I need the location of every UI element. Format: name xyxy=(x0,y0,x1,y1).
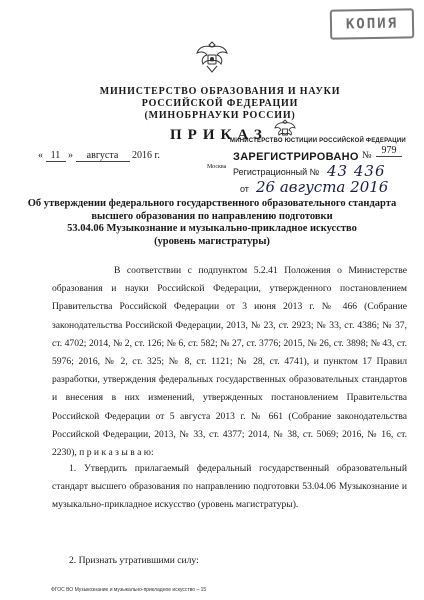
ministry-name-line1: МИНИСТЕРСТВО ОБРАЗОВАНИЯ И НАУКИ xyxy=(99,86,341,97)
date-quote-close: » xyxy=(68,150,73,161)
order-date xyxy=(38,150,160,162)
body-paragraph-2: 1. Утвердить прилагаемый федеральный государственный образовательный стандарт высшего образования по направлению подготовки 53.04.06 Музыкознание и музыкально-прикладное искусство (уровень магистратуры). xyxy=(52,463,407,511)
stamp-reg-label: Регистрационный № xyxy=(233,167,320,177)
date-month: августа xyxy=(76,150,130,162)
order-title xyxy=(20,198,404,248)
stamp-ministry-name: МИНИСТЕРСТВО ЮСТИЦИИ РОССИЙСКОЙ ФЕДЕРАЦИИ xyxy=(230,138,406,144)
stamp-date-value: 26 августа 2016 xyxy=(256,178,389,196)
stamp-status: ЗАРЕГИСТРИРОВАНО xyxy=(233,151,359,163)
stamp-emblem-icon xyxy=(274,118,296,140)
order-city: Москва xyxy=(207,164,227,170)
title-line2: высшего образования по направлению подготовки xyxy=(91,210,333,222)
stamp-reg-number: 43 436 xyxy=(327,162,386,180)
order-number-label: № xyxy=(362,150,372,161)
title-line4: (уровень магистратуры) xyxy=(154,235,270,247)
justice-registration-stamp xyxy=(230,118,406,198)
order-number: 979 xyxy=(376,145,402,157)
page-footer: ФГОС ВО Музыкознание и музыкально-прикладное искусство – 15 xyxy=(51,587,207,593)
ministry-name-line2: РОССИЙСКОЙ ФЕДЕРАЦИИ xyxy=(141,98,299,109)
coat-of-arms-icon xyxy=(195,38,229,76)
title-line1: Об утверждении федерального государственного образовательного стандарта xyxy=(27,198,397,209)
date-year: 2016 г. xyxy=(132,150,160,161)
date-day: 11 xyxy=(46,150,66,162)
stamp-date-label: от xyxy=(240,184,249,194)
copy-stamp: КОПИЯ xyxy=(330,8,415,39)
body-paragraph-3: 2. Признать утратившими силу: xyxy=(69,555,199,566)
date-quote-open: « xyxy=(38,150,43,161)
body-paragraph-1: В соответствии с подпунктом 5.2.41 Положения о Министерстве образования и науки Российской Федерации, утвержденного постановлением Правительства Российской Федерации от 3 июня 2013 г. № 466 (Собрание законодательства Российской Федерации, 2013, № 23, ст. 2923; № 33, ст. 4386; № 37, ст. 4702; 2014, № 2, ст. 126; № 6, ст. 582; № 27, ст. 3776; 2015, № 26, ст. 3898; № 43, ст. 5976; 2016, № 2, ст. 325; № 8, ст. 1121; № 28, ст. 4741), и пунктом 17 Правил разработки, утверждения федеральных государственных образовательных стандартов и внесения в них изменений, утвержденных постановлением Правительства Российской Федерации от 5 августа 2013 г. № 661 (Собрание законодательства Российской Федерации, 2013, № 33, ст. 4377; 2014, № 38, ст. 5069; 2016, № 16, ст. 2230), п р и к а з ы в а ю: xyxy=(52,265,407,459)
order-heading: ПРИКАЗ xyxy=(170,127,268,143)
title-line3: 53.04.06 Музыкознание и музыкально-прикладное искусство xyxy=(67,223,357,234)
ministry-name-line3: (МИНОБРНАУКИ РОССИИ) xyxy=(144,110,296,121)
